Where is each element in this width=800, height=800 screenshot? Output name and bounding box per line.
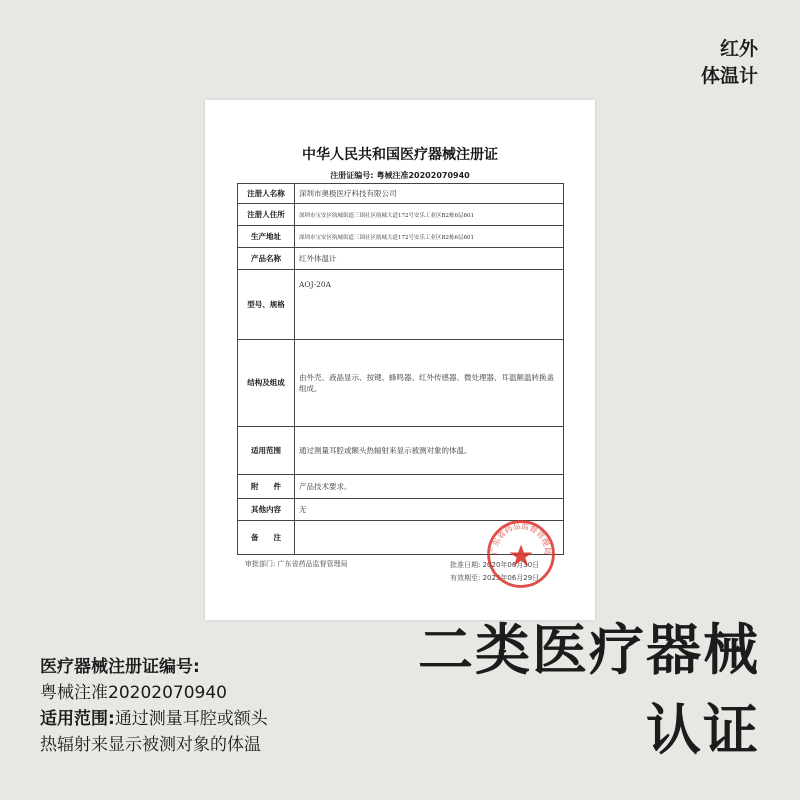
row-label: 型号、规格 xyxy=(238,270,295,340)
row-label: 适用范围 xyxy=(238,426,295,474)
row-label: 产品名称 xyxy=(238,248,295,270)
table-row xyxy=(238,204,564,226)
row-label: 其他内容 xyxy=(238,498,295,520)
product-tag-line2: 体温计 xyxy=(700,65,758,87)
caption-line2: 粤械注准20202070940 xyxy=(40,683,227,703)
product-tag xyxy=(701,36,758,90)
caption-scope-text: 通过测量耳腔或额头 xyxy=(114,709,268,729)
row-value: 深圳市奥极医疗科技有限公司 xyxy=(295,184,564,204)
seal-text: 广东省药品监督管理局 xyxy=(490,521,552,555)
table-row xyxy=(238,270,564,340)
row-value: AOJ-20A xyxy=(295,270,564,340)
certificate-title: 中华人民共和国医疗器械注册证 xyxy=(302,147,498,163)
caption-block xyxy=(40,654,268,758)
row-label: 注册人住所 xyxy=(238,204,295,226)
row-value: 红外体温计 xyxy=(295,248,564,270)
caption-line4: 热辐射来显示被测对象的体温 xyxy=(40,735,261,755)
caption-scope-label: 适用范围: xyxy=(40,709,115,729)
row-label: 注册人名称 xyxy=(238,184,295,204)
table-row xyxy=(238,340,564,426)
table-row xyxy=(238,184,564,204)
row-value: 由外壳、液晶显示、按键、蜂鸣器、红外传感器、微处理器、耳温额温转换盖组成。 xyxy=(295,340,564,426)
row-label: 附 件 xyxy=(238,474,295,498)
row-label: 结构及组成 xyxy=(238,340,295,426)
table-row xyxy=(238,426,564,474)
headline-line2: 认证 xyxy=(645,698,760,762)
headline xyxy=(418,610,760,770)
certificate-table xyxy=(237,183,564,555)
row-value: 深圳市宝安区航城街道三围社区航城大道172号安乐工业区B2栋6层601 xyxy=(295,226,564,248)
row-value: 深圳市宝安区航城街道三围社区航城大道172号安乐工业区B2栋6层601 xyxy=(295,204,564,226)
valid-until: 有效期至: 2025年06月29日 xyxy=(450,574,540,582)
certificate-number-label: 注册证编号: xyxy=(330,171,374,180)
row-value: 无 xyxy=(295,498,564,520)
certificate-number-value: 粤械注准20202070940 xyxy=(376,171,470,180)
issuer: 审批部门: 广东省药品监督管理局 xyxy=(245,560,348,568)
row-label: 生产地址 xyxy=(238,226,295,248)
product-tag-line1: 红外 xyxy=(719,38,758,60)
approval-date: 批准日期: 2020年06月30日 xyxy=(450,561,540,569)
registration-certificate xyxy=(205,100,595,620)
table-row xyxy=(238,474,564,498)
certificate-number xyxy=(205,170,595,181)
table-row xyxy=(238,248,564,270)
row-value: 产品技术要求。 xyxy=(295,474,564,498)
official-seal-icon xyxy=(485,518,557,590)
headline-line1: 二类医疗器械 xyxy=(417,618,760,682)
caption-line1: 医疗器械注册证编号: xyxy=(40,657,200,677)
caption-line3 xyxy=(40,706,268,732)
row-value: 通过测量耳腔或额头热辐射来显示被测对象的体温。 xyxy=(295,426,564,474)
table-row xyxy=(238,226,564,248)
row-label: 备 注 xyxy=(238,520,295,554)
